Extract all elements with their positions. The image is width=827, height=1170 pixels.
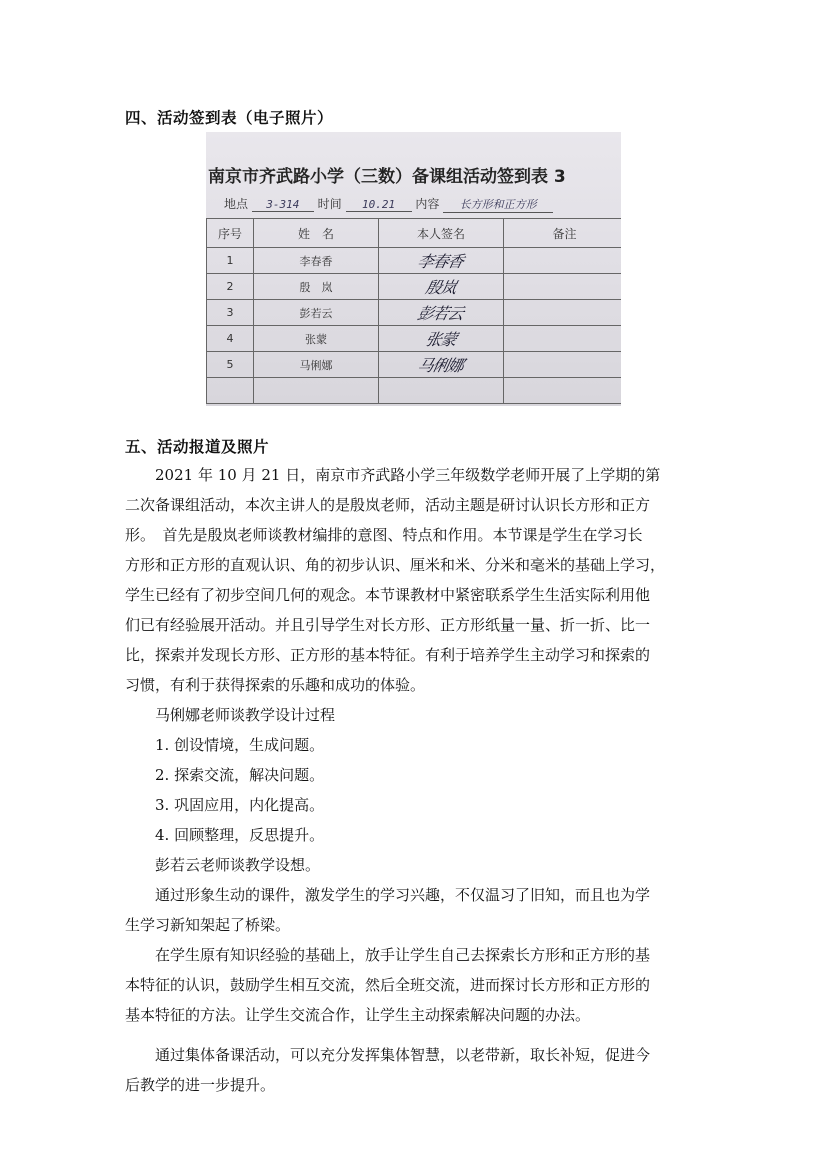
- header-no: 序号: [207, 219, 254, 248]
- row-remark: [504, 326, 622, 352]
- time-label: 时间: [317, 197, 342, 211]
- report-line: 习惯，有利于获得探索的乐趣和成功的体验。: [125, 676, 426, 694]
- content-label: 内容: [415, 197, 440, 211]
- report-line: 二次备课组活动，本次主讲人的是殷岚老师，活动主题是研讨认识长方形和正方: [125, 496, 651, 514]
- row-name: 马俐娜: [254, 352, 379, 378]
- sheet-title: 南京市齐武路小学（三数）备课组活动签到表 3: [208, 167, 566, 187]
- row-remark: [504, 248, 622, 274]
- table-row: [207, 326, 622, 352]
- report-line: 通过形象生动的课件，激发学生的学习兴趣，不仅温习了旧知，而且也为学: [155, 886, 651, 904]
- row-no: 2: [207, 274, 254, 300]
- row-no: 4: [207, 326, 254, 352]
- report-line: 2021 年 10 月 21 日，南京市齐武路小学三年级数学老师开展了上学期的第: [155, 466, 661, 484]
- row-remark: [504, 274, 622, 300]
- report-line: 们已有经验展开活动。并且引导学生对长方形、正方形纸量一量、折一折、比一: [125, 616, 651, 634]
- header-remark: 备注: [504, 219, 622, 248]
- row-signature: [379, 352, 504, 378]
- sheet-meta: [224, 195, 553, 213]
- report-line: 基本特征的方法。让学生交流合作，让学生主动探索解决问题的办法。: [125, 1006, 591, 1024]
- report-line: 方形和正方形的直观认识、角的初步认识、厘米和米、分米和毫米的基础上学习，: [125, 556, 666, 574]
- section-5-heading: 五、活动报道及照片: [125, 438, 270, 456]
- table-row: [207, 274, 622, 300]
- signature-text: 殷岚: [423, 278, 458, 297]
- sign-in-sheet-photo: [206, 132, 621, 406]
- report-line: 马俐娜老师谈教学设计过程: [155, 706, 336, 724]
- report-line: 彭若云老师谈教学设想。: [155, 856, 321, 874]
- table-row: [207, 248, 622, 274]
- list-item: 1. 创设情境，生成问题。: [155, 736, 325, 754]
- row-name: 殷 岚: [254, 274, 379, 300]
- row-remark: [504, 300, 622, 326]
- content-value: 长方形和正方形: [443, 196, 553, 213]
- section-4-heading: 四、活动签到表（电子照片）: [125, 109, 334, 127]
- location-label: 地点: [224, 197, 249, 211]
- row-signature: [379, 248, 504, 274]
- header-sign: 本人签名: [379, 219, 504, 248]
- signature-text: 彭若云: [416, 304, 466, 323]
- row-remark: [504, 352, 622, 378]
- row-signature: [379, 300, 504, 326]
- table-row-empty: [207, 378, 622, 404]
- report-line: 比，探索并发现长方形、正方形的基本特征。有利于培养学生主动学习和探索的: [125, 646, 651, 664]
- table-row: [207, 300, 622, 326]
- row-no: 5: [207, 352, 254, 378]
- list-item: 2. 探索交流，解决问题。: [155, 766, 325, 784]
- table-header-row: [207, 219, 622, 248]
- time-value: 10.21: [346, 198, 412, 212]
- list-item: 3. 巩固应用，内化提高。: [155, 796, 325, 814]
- row-name: 李春香: [254, 248, 379, 274]
- signature-text: 李春香: [416, 252, 466, 271]
- signature-text: 张蒙: [423, 330, 458, 349]
- row-name: 张蒙: [254, 326, 379, 352]
- row-name: 彭若云: [254, 300, 379, 326]
- report-line: 形。 首先是殷岚老师谈教材编排的意图、特点和作用。本节课是学生在学习长: [125, 526, 643, 544]
- table-row: [207, 352, 622, 378]
- location-value: 3-314: [252, 198, 314, 212]
- report-line: 生学习新知架起了桥梁。: [125, 916, 291, 934]
- row-no: 1: [207, 248, 254, 274]
- report-line: 后教学的进一步提升。: [125, 1076, 276, 1094]
- row-no: 3: [207, 300, 254, 326]
- signature-text: 马俐娜: [416, 356, 466, 375]
- sign-in-table: [206, 218, 621, 404]
- header-name: 姓 名: [254, 219, 379, 248]
- report-line: 在学生原有知识经验的基础上，放手让学生自己去探索长方形和正方形的基: [155, 946, 651, 964]
- row-signature: [379, 326, 504, 352]
- report-line: 通过集体备课活动，可以充分发挥集体智慧，以老带新，取长补短，促进今: [155, 1046, 651, 1064]
- report-line: 学生已经有了初步空间几何的观念。本节课教材中紧密联系学生生活实际利用他: [125, 586, 651, 604]
- list-item: 4. 回顾整理，反思提升。: [155, 826, 325, 844]
- row-signature: [379, 274, 504, 300]
- report-line: 本特征的认识，鼓励学生相互交流，然后全班交流，进而探讨长方形和正方形的: [125, 976, 651, 994]
